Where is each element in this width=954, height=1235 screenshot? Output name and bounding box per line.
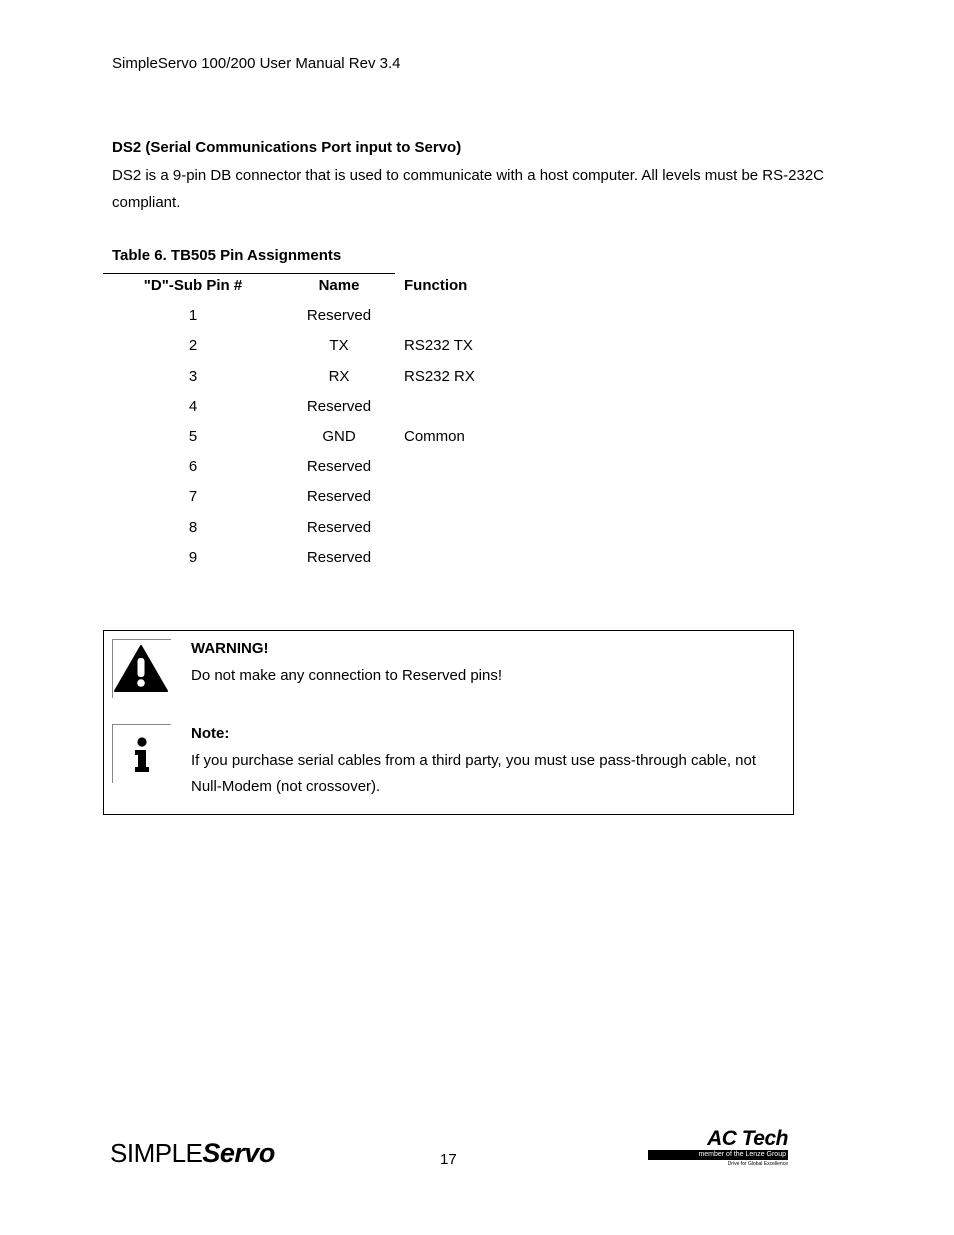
table-row: [103, 365, 603, 395]
table-row: [103, 304, 603, 334]
page-number: 17: [440, 1151, 457, 1168]
actech-brand: AC Tech: [707, 1127, 788, 1150]
logo-servo-text: Servo: [202, 1138, 275, 1168]
cell-name: Reserved: [306, 548, 372, 566]
info-icon-frame: [112, 724, 171, 783]
actech-slogan: Drive for Global Excellence: [727, 1161, 788, 1167]
warning-text: Do not make any connection to Reserved pins!: [191, 667, 503, 684]
warning-label: WARNING!: [191, 640, 269, 657]
cell-pin: 9: [188, 548, 198, 566]
notice-box: [103, 630, 794, 815]
cell-pin: 2: [188, 337, 198, 355]
cell-pin: 1: [188, 307, 198, 325]
cell-function: RS232 TX: [404, 337, 473, 355]
warning-icon-frame: [112, 639, 171, 698]
cell-pin: 6: [188, 458, 198, 476]
actech-tagline-bar: [648, 1150, 788, 1160]
table-title: Table 6. TB505 Pin Assignments: [112, 247, 342, 264]
table-row: [103, 546, 603, 576]
header-function: Function: [404, 277, 468, 294]
cell-function: Common: [404, 427, 465, 445]
cell-name: Reserved: [306, 518, 372, 536]
note-text: If you purchase serial cables from a third party, you must use pass-through cable, not Null-Modem (not crossover).: [191, 752, 757, 795]
info-icon: [112, 724, 170, 782]
table-row: [103, 395, 603, 425]
table-row: [103, 455, 603, 485]
header-pin: "D"-Sub Pin #: [143, 277, 243, 294]
note-label: Note:: [191, 725, 230, 742]
table-header-row: [103, 274, 603, 304]
cell-name: Reserved: [306, 307, 372, 325]
section-title: DS2 (Serial Communications Port input to Servo): [112, 139, 462, 156]
section-paragraph: DS2 is a 9-pin DB connector that is used to communicate with a host computer. All levels must be RS-232C compliant.: [112, 167, 825, 211]
cell-pin: 4: [188, 397, 198, 415]
pin-assignment-table: [103, 274, 603, 576]
cell-pin: 3: [188, 367, 198, 385]
table-row: [103, 516, 603, 546]
actech-logo: [648, 1128, 788, 1170]
cell-name: Reserved: [306, 397, 372, 415]
table-row: [103, 334, 603, 364]
logo-simple-text: SIMPLE: [110, 1138, 203, 1168]
table-row: [103, 425, 603, 455]
warning-triangle-icon: [112, 639, 170, 697]
cell-name: TX: [329, 337, 349, 355]
header-name: Name: [318, 277, 360, 294]
cell-function: RS232 RX: [404, 367, 475, 385]
actech-tagline: member of the Lenze Group: [698, 1151, 786, 1158]
cell-pin: 8: [188, 518, 198, 536]
cell-name: RX: [328, 367, 350, 385]
cell-name: GND: [322, 427, 356, 445]
cell-name: Reserved: [306, 488, 372, 506]
table-row: [103, 485, 603, 515]
simpleservo-logo: [110, 1138, 275, 1169]
page-header: SimpleServo 100/200 User Manual Rev 3.4: [112, 55, 401, 72]
cell-pin: 5: [188, 427, 198, 445]
cell-pin: 7: [188, 488, 198, 506]
cell-name: Reserved: [306, 458, 372, 476]
